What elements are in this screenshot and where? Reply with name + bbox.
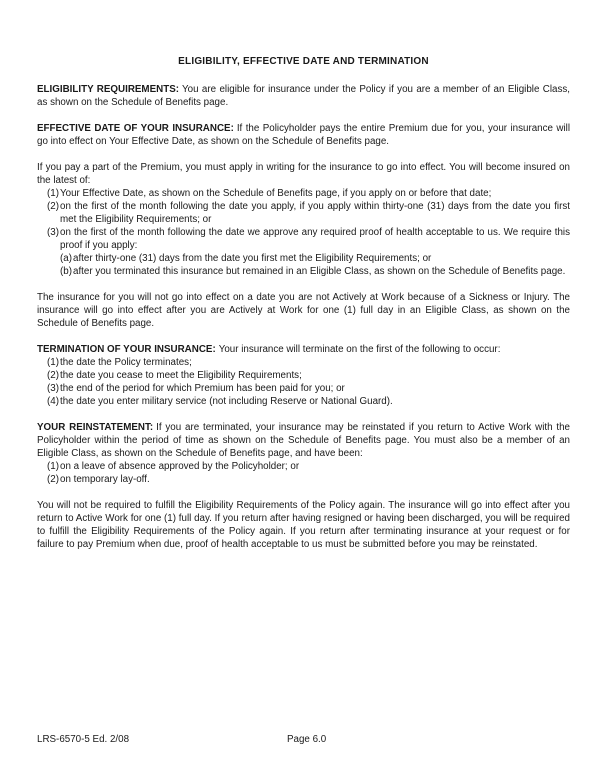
list-item-text: on the first of the month following the date you apply, if you apply within thirty-one (31) days from the date you first met the Eligibility Requirements; or bbox=[60, 201, 570, 225]
list-item-text: after you terminated this insurance but remained in an Eligible Class, as shown on the Schedule of Benefits page. bbox=[73, 266, 566, 277]
list-item-text: Your Effective Date, as shown on the Schedule of Benefits page, if you apply on or before that date; bbox=[60, 188, 492, 199]
footer-doc-number: LRS-6570-5 Ed. 2/08 bbox=[37, 734, 130, 745]
numbered-list bbox=[37, 460, 570, 486]
numbered-list bbox=[37, 187, 570, 278]
document-content bbox=[37, 55, 570, 564]
list-item-text: on temporary lay-off. bbox=[60, 474, 150, 485]
paragraph bbox=[37, 83, 570, 109]
list-item-text: after thirty-one (31) days from the date you first met the Eligibility Requirements; or bbox=[73, 253, 432, 264]
list-item bbox=[60, 252, 570, 265]
list-item-text: on the first of the month following the date we approve any required proof of health acceptable to us. We require this proof if you apply: bbox=[60, 227, 570, 251]
list-item bbox=[47, 395, 570, 408]
list-item bbox=[47, 382, 570, 395]
footer-page-number: Page 6.0 bbox=[287, 734, 327, 745]
list-item bbox=[47, 369, 570, 382]
section-closing bbox=[37, 499, 570, 551]
section-apply-in-writing bbox=[37, 161, 570, 278]
list-item-text: the end of the period for which Premium has been paid for you; or bbox=[60, 383, 345, 394]
list-item bbox=[47, 200, 570, 226]
paragraph bbox=[37, 343, 570, 356]
paragraph-text: If you are terminated, your insurance may be reinstated if you return to Active Work with the Policyholder within the period of time as shown on the Schedule of Benefits page. You must also be a member of an Eligible Class, as shown on the Schedule of Benefits page, and have been: bbox=[37, 422, 570, 459]
section-actively-at-work bbox=[37, 291, 570, 330]
list-item bbox=[47, 356, 570, 369]
section-heading: ELIGIBILITY REQUIREMENTS: bbox=[37, 84, 179, 95]
list-item-text: the date you cease to meet the Eligibility Requirements; bbox=[60, 370, 302, 381]
list-item bbox=[47, 473, 570, 486]
list-item-number: (1) bbox=[47, 461, 59, 472]
list-item bbox=[60, 265, 570, 278]
list-item-number: (2) bbox=[47, 370, 59, 381]
paragraph bbox=[37, 421, 570, 460]
section-reinstatement bbox=[37, 421, 570, 486]
page-title: ELIGIBILITY, EFFECTIVE DATE AND TERMINATION bbox=[178, 56, 429, 67]
list-item-number: (3) bbox=[47, 383, 59, 394]
list-item-number: (2) bbox=[47, 201, 59, 212]
paragraph: You will not be required to fulfill the Eligibility Requirements of the Policy again. The insurance will go into effect after you return to Active Work for one (1) full day. If you return after having resigned or having been discharged, you will be required to fulfill the Eligibility Requirements of the Policy again. If you return after terminating insurance at your request or for failure to pay Premium when due, proof of health acceptable to us must be submitted before you may be reinstated. bbox=[37, 500, 570, 550]
list-item-number: (2) bbox=[47, 474, 59, 485]
list-item-number: (1) bbox=[47, 188, 59, 199]
section-heading: YOUR REINSTATEMENT: bbox=[37, 422, 154, 433]
list-item bbox=[47, 187, 570, 200]
list-item-text: the date the Policy terminates; bbox=[60, 357, 192, 368]
paragraph: If you pay a part of the Premium, you must apply in writing for the insurance to go into effect. You will become insured on the latest of: bbox=[37, 162, 570, 186]
paragraph-text: You are eligible for insurance under the Policy if you are a member of an Eligible Class, as shown on the Schedule of Benefits page. bbox=[37, 84, 570, 108]
paragraph-text: If the Policyholder pays the entire Premium due for you, your insurance will go into effect on Your Effective Date, as shown on the Schedule of Benefits page. bbox=[37, 123, 570, 147]
list-item-number: (3) bbox=[47, 227, 59, 238]
list-item-number: (4) bbox=[47, 396, 59, 407]
paragraph bbox=[37, 122, 570, 148]
list-item-text: the date you enter military service (not including Reserve or National Guard). bbox=[60, 396, 393, 407]
section-termination bbox=[37, 343, 570, 408]
numbered-list bbox=[37, 356, 570, 408]
list-item-number: (b) bbox=[60, 266, 72, 277]
section-heading: TERMINATION OF YOUR INSURANCE: bbox=[37, 344, 216, 355]
paragraph: The insurance for you will not go into effect on a date you are not Actively at Work because of a Sickness or Injury. The insurance will go into effect after you are Actively at Work for one (1) full day in an Eligible Class, as shown on the Schedule of Benefits page. bbox=[37, 292, 570, 329]
list-item-text: on a leave of absence approved by the Policyholder; or bbox=[60, 461, 300, 472]
list-item bbox=[47, 460, 570, 473]
section-heading: EFFECTIVE DATE OF YOUR INSURANCE: bbox=[37, 123, 234, 134]
section-eligibility-requirements bbox=[37, 83, 570, 109]
list-item-number: (1) bbox=[47, 357, 59, 368]
list-item bbox=[47, 226, 570, 278]
lettered-sublist bbox=[60, 252, 570, 278]
list-item-number: (a) bbox=[60, 253, 72, 264]
section-effective-date bbox=[37, 122, 570, 148]
paragraph-text: Your insurance will terminate on the first of the following to occur: bbox=[218, 344, 501, 355]
